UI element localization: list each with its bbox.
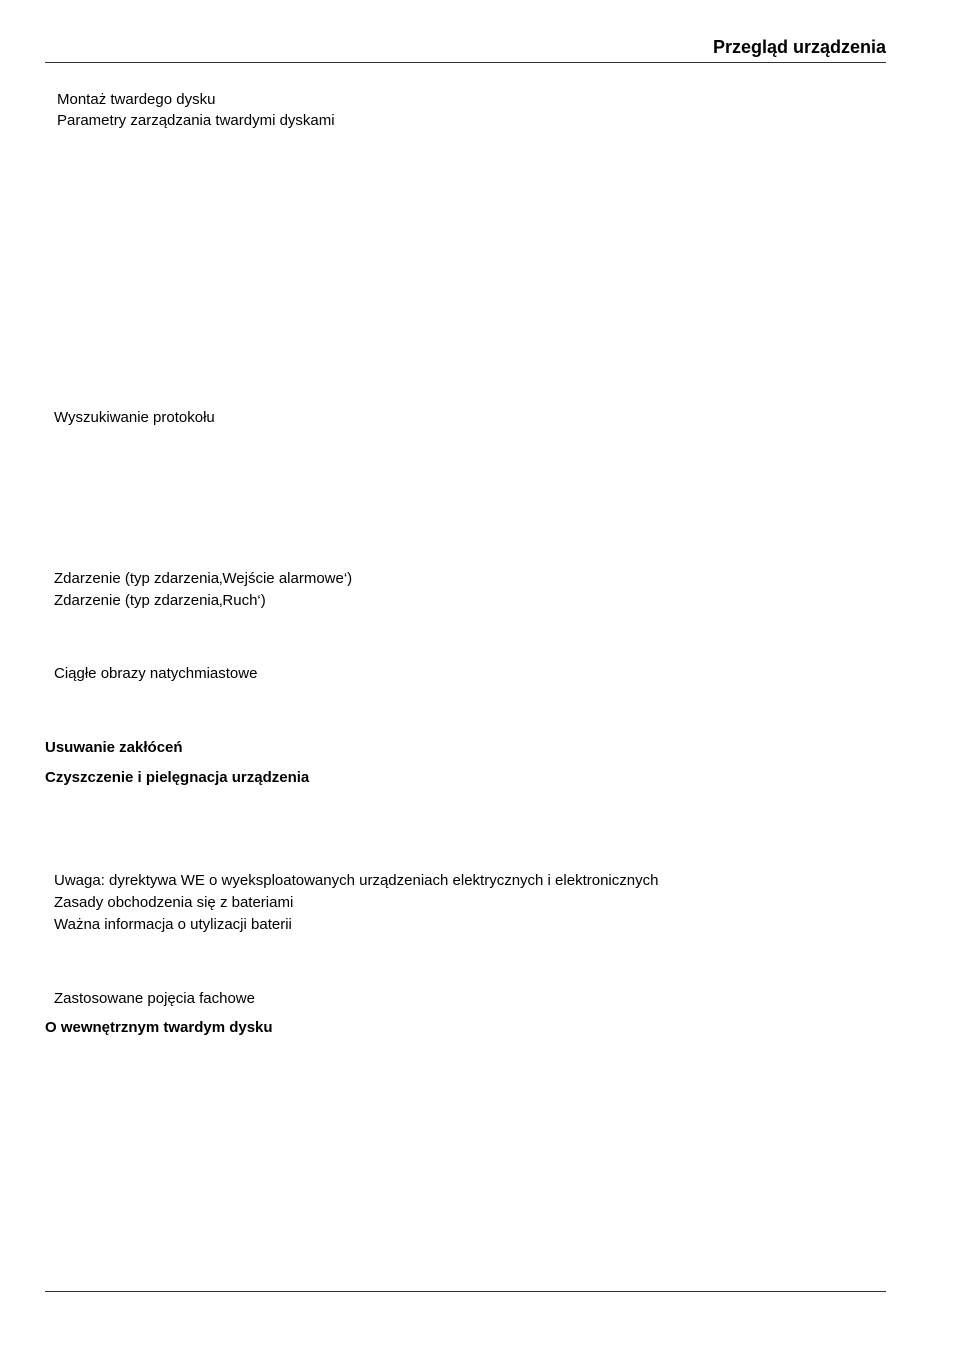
toc-entry-continuous-snapshots: Ciągłe obrazy natychmiastowe <box>54 665 258 682</box>
toc-heading-troubleshooting: Usuwanie zakłóceń <box>45 739 183 756</box>
footer-divider <box>45 1291 886 1292</box>
page-title: Przegląd urządzenia <box>712 37 886 57</box>
toc-entry-event-alarm-input: Zdarzenie (typ zdarzenia‚Wejście alarmowe‘) <box>54 570 353 587</box>
header-divider <box>45 62 886 63</box>
toc-entry-log-search: Wyszukiwanie protokołu <box>54 409 215 426</box>
toc-entry-event-motion: Zdarzenie (typ zdarzenia‚Ruch‘) <box>54 592 266 609</box>
toc-entry-battery-handling: Zasady obchodzenia się z bateriami <box>54 894 294 911</box>
toc-heading-cleaning-care: Czyszczenie i pielęgnacja urządzenia <box>45 769 310 786</box>
toc-entry-battery-disposal: Ważna informacja o utylizacji baterii <box>54 916 292 933</box>
toc-entry-weee-notice: Uwaga: dyrektywa WE o wyeksploatowanych urządzeniach elektrycznych i elektronicznych <box>54 872 659 889</box>
toc-entry-hdd-params: Parametry zarządzania twardymi dyskami <box>57 112 335 129</box>
toc-entry-glossary: Zastosowane pojęcia fachowe <box>54 990 255 1007</box>
toc-entry-hdd-mount: Montaż twardego dysku <box>57 91 216 108</box>
toc-heading-internal-hdd: O wewnętrznym twardym dysku <box>45 1019 273 1036</box>
